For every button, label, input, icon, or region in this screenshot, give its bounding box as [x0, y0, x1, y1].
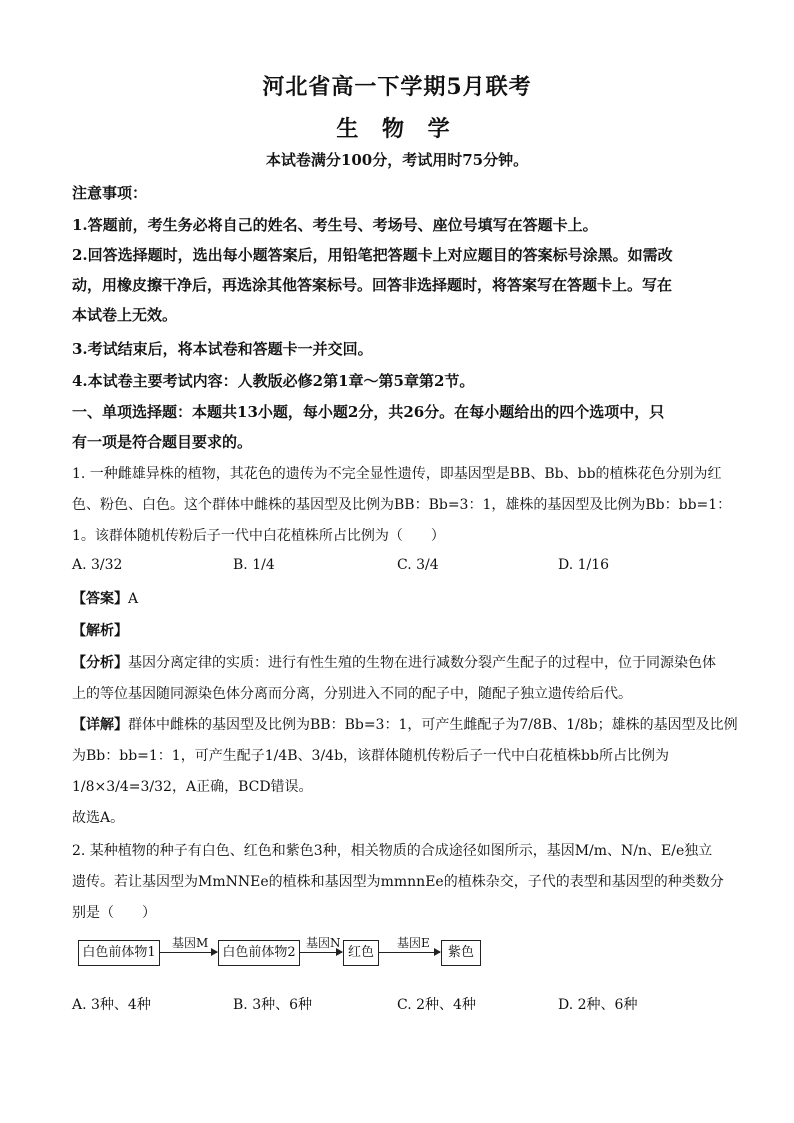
q1-stem: 色、粉色、白色。这个群体中雌株的基因型及比例为BB：Bb=3：1，雄株的基因型及比例为Bb：bb=1：	[72, 497, 732, 513]
xiangjie-text: 群体中雌株的基因型及比例为BB：Bb=3：1，可产生雌配子为7/8B、1/8b；雄株的基因型及比例	[128, 717, 738, 733]
q1-option-a: A. 3/32	[72, 557, 123, 573]
node-red: 红色	[343, 940, 379, 966]
q2-stem: 2. 某种植物的种子有白色、红色和紫色3种，相关物质的合成途径如图所示，基因M/m、N/n、E/e独立	[72, 843, 713, 859]
q1-conclusion: 故选A。	[72, 810, 125, 826]
q1-fenxi-cont: 上的等位基因随同源染色体分离而分离，分别进入不同的配子中，随配子独立遗传给后代。	[72, 686, 632, 702]
q1-analysis-tag: 【解析】	[72, 623, 128, 639]
answer-value: A	[128, 591, 139, 607]
arrow-1	[160, 952, 217, 953]
section-heading: 一、单项选择题：本题共13小题，每小题2分，共26分。在每小题给出的四个选项中，只	[72, 403, 665, 421]
q1-xiangjie	[72, 714, 738, 734]
q2-option-c: C. 2种、4种	[397, 997, 476, 1013]
edge-label-gene-m: 基因M	[172, 936, 209, 950]
note-line: 动，用橡皮擦干净后，再选涂其他答案标号。回答非选择题时，将答案写在答题卡上。写在	[72, 276, 673, 294]
q1-stem: 1. 一种雌雄异株的植物，其花色的遗传为不完全显性遗传，即基因型是BB、Bb、bb的植株花色分别为红	[72, 466, 722, 482]
note-line: 4.本试卷主要考试内容：人教版必修2第1章～第5章第2节。	[72, 372, 475, 390]
q1-xiangjie-cont: 1/8×3/4=3/32，A正确，BCD错误。	[72, 779, 313, 795]
fenxi-tag: 【分析】	[72, 655, 128, 671]
q2-option-a: A. 3种、4种	[72, 997, 151, 1013]
node-white-precursor-2: 白色前体物2	[218, 940, 300, 966]
q2-option-d: D. 2种、6种	[558, 997, 638, 1013]
node-purple: 紫色	[441, 940, 481, 966]
arrow-3	[379, 952, 440, 953]
q1-stem: 1。该群体随机传粉后子一代中白花植株所占比例为（ ）	[72, 528, 445, 544]
notes-heading: 注意事项：	[72, 184, 148, 202]
fenxi-text: 基因分离定律的实质：进行有性生殖的生物在进行减数分裂产生配子的过程中，位于同源染色体	[128, 655, 716, 671]
q2-stem: 别是（ ）	[72, 905, 156, 921]
exam-subtitle: 本试卷满分100分，考试用时75分钟。	[265, 151, 529, 169]
note-line: 本试卷上无效。	[72, 306, 178, 324]
note-line: 2.回答选择题时，选出每小题答案后，用铅笔把答题卡上对应题目的答案标号涂黑。如需改	[72, 246, 673, 264]
q2-option-b: B. 3种、6种	[233, 997, 313, 1013]
q1-option-b: B. 1/4	[233, 557, 275, 573]
node-white-precursor-1: 白色前体物1	[78, 940, 160, 966]
note-line: 3.考试结束后，将本试卷和答题卡一并交回。	[72, 340, 373, 358]
exam-title: 河北省高一下学期5月联考	[262, 74, 532, 100]
q1-option-d: D. 1/16	[558, 557, 610, 573]
edge-label-gene-n: 基因N	[306, 936, 341, 950]
q1-fenxi	[72, 652, 716, 672]
xiangjie-tag: 【详解】	[72, 717, 128, 733]
q1-xiangjie-cont: 为Bb：bb=1：1，可产生配子1/4B、3/4b，该群体随机传粉后子一代中白花植株bb所占比例为	[72, 748, 669, 764]
q2-stem: 遗传。若让基因型为MmNNEe的植株和基因型为mmnnEe的植株杂交，子代的表型和基因型的种类数分	[72, 874, 724, 890]
subject-title: 生 物 学	[336, 116, 458, 142]
q1-option-c: C. 3/4	[397, 557, 439, 573]
arrow-2	[300, 952, 342, 953]
q1-answer	[72, 588, 138, 608]
answer-tag: 【答案】	[72, 591, 128, 607]
edge-label-gene-e: 基因E	[397, 936, 430, 950]
section-heading: 有一项是符合题目要求的。	[72, 433, 253, 451]
note-line: 1.答题前，考生务必将自己的姓名、考生号、考场号、座位号填写在答题卡上。	[72, 216, 598, 234]
